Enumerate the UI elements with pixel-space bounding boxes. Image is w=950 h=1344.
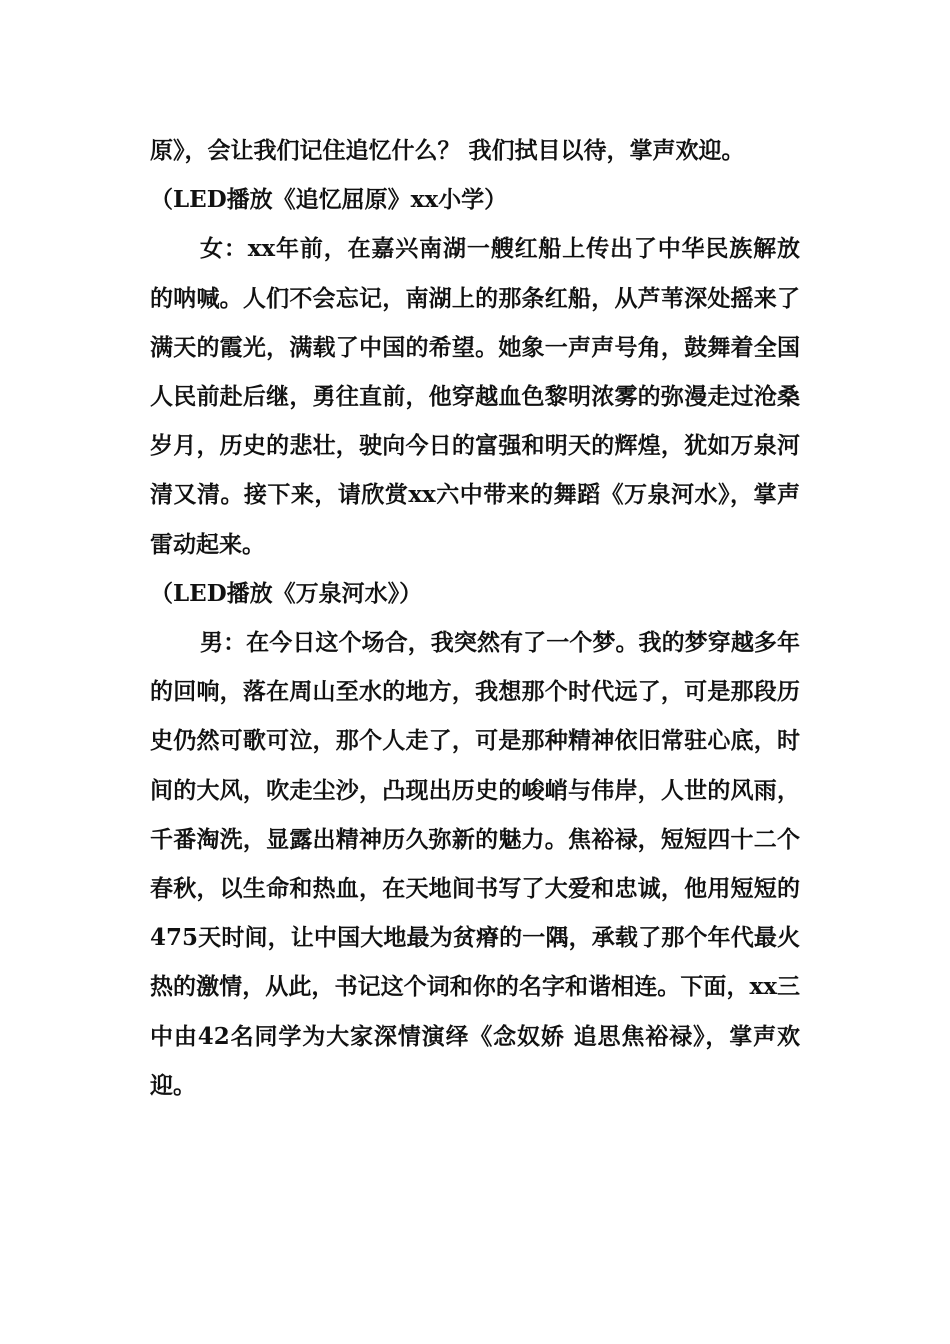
- document-body: [150, 126, 800, 1110]
- stage-direction-2: （LED播放《万泉河水》）: [150, 579, 423, 607]
- paragraph-male-host: 男：在今日这个场合，我突然有了一个梦。我的梦穿越多年的回响，落在周山至水的地方，我想那个时代远了，可是那段历史仍然可歌可泣，那个人走了，可是那种精神依旧常驻心底，时间的大风，吹走尘沙，凸现出历史的峻峭与伟岸，人世的风雨，千番淘洗，显露出精神历久弥新的魅力。焦裕禄，短短四十二个春秋，以生命和热血，在天地间书写了大爱和忠诚，他用短短的475天时间，让中国大地最为贫瘠的一隅，承载了那个年代最火热的激情，从此，书记这个词和你的名字和谐相连。下面，xx三中由42名同学为大家深情演绎《念奴娇 追思焦裕禄》，掌声欢迎。: [150, 629, 800, 1099]
- paragraph-continuation: 原》，会让我们记住追忆什么？ 我们拭目以待，掌声欢迎。: [150, 137, 745, 164]
- paragraph-female-host: 女：xx年前，在嘉兴南湖一艘红船上传出了中华民族解放的呐喊。人们不会忘记，南湖上的那条红船，从芦苇深处摇来了满天的霞光，满载了中国的希望。她象一声声号角，鼓舞着全国人民前赴后继，勇往直前，他穿越血色黎明浓雾的弥漫走过沧桑岁月，历史的悲壮，驶向今日的富强和明天的辉煌，犹如万泉河清又清。接下来，请欣赏xx六中带来的舞蹈《万泉河水》，掌声雷动起来。: [150, 235, 800, 558]
- stage-direction-1: （LED播放《追忆屈原》xx小学）: [150, 186, 508, 214]
